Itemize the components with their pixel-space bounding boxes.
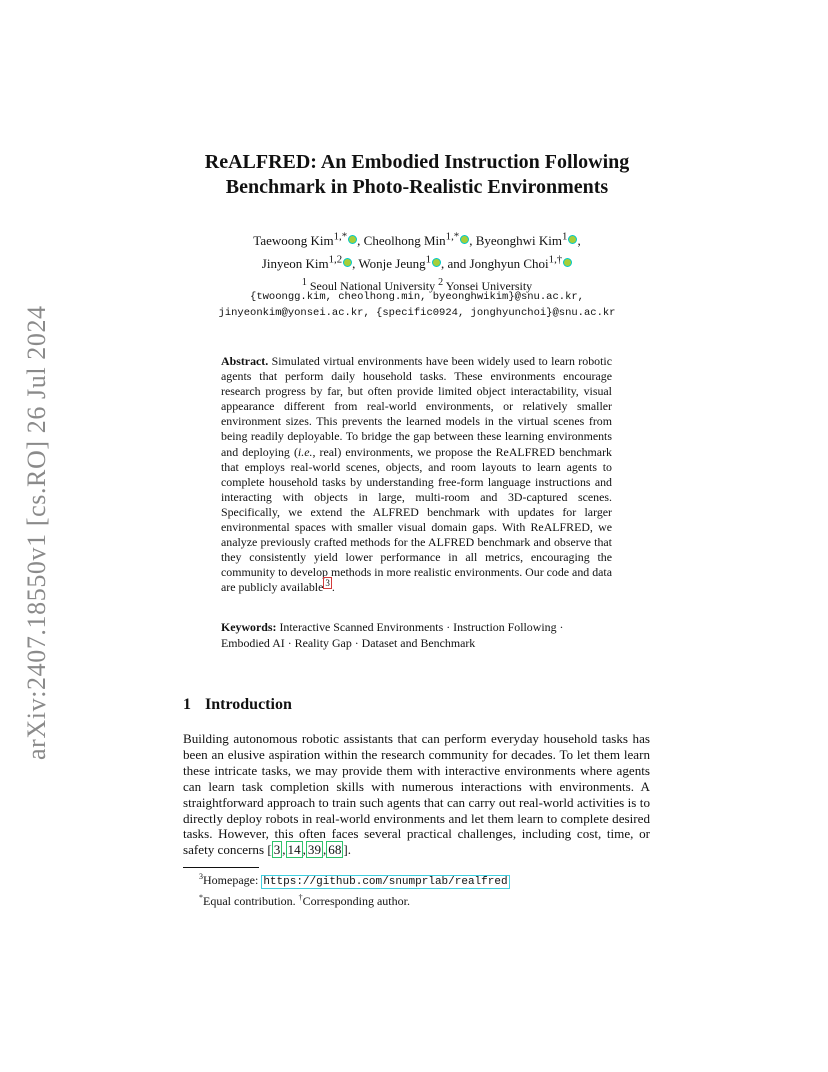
footnote-link[interactable]: 3 (325, 578, 330, 589)
keywords-text: Interactive Scanned Environments · Instruction Following · Embodied AI · Reality Gap · Dataset and Benchmark (221, 620, 564, 650)
footnote-rule (183, 867, 259, 868)
author-separator: , (357, 233, 361, 249)
citation-link[interactable]: 3 (273, 842, 281, 858)
author-name: and Jonghyun Choi (447, 255, 549, 271)
abstract-text: Simulated virtual environments have been widely used to learn robotic agents that perform daily household tasks. These environments encourage research progress by far, but often provide limited object interactability, visual appearance different from real-world environments, or relatively smaller environment sizes. This prevents the learned models in the virtual scenes from being readily deployable. To bridge the gap between these learning environments and deploying ( (221, 354, 612, 459)
author-name: Taewoong Kim (253, 233, 334, 249)
footnote-mark: † (298, 893, 303, 902)
author-separator: , (469, 233, 473, 249)
orcid-icon[interactable] (563, 258, 572, 267)
author-name: Wonje Jeung (358, 255, 426, 271)
section-heading (183, 696, 292, 714)
keywords-label: Keywords: (221, 620, 277, 634)
paper-title (150, 150, 684, 200)
author (261, 253, 356, 271)
footnote-text: Corresponding author. (302, 894, 410, 908)
abstract-ie: i.e., (297, 444, 316, 459)
orcid-icon[interactable] (348, 235, 357, 244)
section-title: Introduction (205, 696, 292, 713)
affiliation-number: 1 (301, 277, 307, 288)
author (364, 233, 473, 248)
homepage-link[interactable]: https://github.com/snumprlab/realfred (263, 876, 508, 888)
footnote-mark: 3 (199, 872, 203, 881)
orcid-icon[interactable] (432, 258, 441, 267)
section-number: 1 (183, 696, 191, 713)
author-separator: , (577, 233, 581, 249)
citation-link[interactable]: 14 (287, 842, 301, 858)
author-mark: 1 (562, 231, 568, 243)
keywords (221, 620, 612, 651)
affiliation-org: Seoul National University (309, 279, 436, 293)
author-separator: , (441, 255, 445, 271)
footnote-label: Homepage: (203, 873, 262, 887)
title-line-2: Benchmark in Photo-Realistic Environments (225, 176, 609, 198)
author-emails (150, 290, 684, 321)
abstract-end: . (331, 580, 335, 595)
affiliation-org: Yonsei University (445, 279, 533, 293)
intro-text: Building autonomous robotic assistants that can perform everyday household tasks has been an elusive aspiration within the research community for decades. To let them learn these intricate tasks, we may provide them with interactive environments where agents can learn task completion skills with numerous interactions with environments. A straightforward approach to train such agents that can carry out real-world activities is to directly deploy robots in real-world environments and let them learn to complete desired tasks. However, this often faces several practical challenges, including cost, time, or safety concerns [ (183, 731, 650, 858)
footnotes (199, 869, 659, 909)
abstract-text: real) environments, we propose the ReALFRED benchmark that employs real-world scenes, objects, and room layouts to learn agents to complete household tasks by understanding free-form language instructions and interacting with objects in large, multi-room and 3D-captured scenes. Specifically, we extend the ALFRED benchmark with updates for larger environmental spaces with smaller visual domain gaps. With ReALFRED, we analyze previously crafted methods for the ALFRED benchmark and observe that they consistently yield lower performance in all metrics, encouraging the community to develop methods in more realistic environments. Our code and data are publicly available (221, 444, 612, 595)
affiliation-number: 2 (438, 277, 444, 288)
orcid-icon[interactable] (343, 258, 352, 267)
intro-paragraph: Building autonomous robotic assistants that can perform everyday household tasks has been an elusive aspiration within the research community for decades. To let them learn these intricate tasks, we may provide them with interactive environments where agents can learn task completion skills with numerous interactions with environments. A straightforward approach to train such agents that can carry out real-world activities is to directly deploy robots in real-world environments and let them learn to complete desired tasks. However, this often faces several practical challenges, including cost, time, or safety concerns [ 3 , 14 , 39 , 68 ]. (183, 731, 650, 858)
footnote-mark: * (199, 893, 203, 902)
abstract (221, 354, 612, 596)
footnote-text: Equal contribution. (203, 894, 299, 908)
footnote-homepage (199, 869, 659, 890)
arxiv-identifier[interactable]: arXiv:2407.18550v1 [cs.RO] 26 Jul 2024 (22, 305, 51, 760)
orcid-icon[interactable] (460, 235, 469, 244)
author-separator: , (352, 255, 356, 271)
email-line: jinyeonkim@yonsei.ac.kr, {specific0924, jonghyunchoi}@snu.ac.kr (218, 306, 616, 319)
author-name: Jinyeon Kim (261, 255, 329, 271)
intro-end: ]. (343, 842, 352, 858)
author-mark: 1 (425, 253, 432, 266)
citation-link[interactable]: 39 (307, 842, 321, 858)
author-mark: 1,2 (328, 253, 343, 266)
author (358, 253, 445, 271)
footnote-contribution (199, 890, 659, 909)
author-list (150, 228, 684, 273)
abstract-label: Abstract. (221, 354, 269, 368)
author-name: Cheolhong Min (363, 233, 446, 249)
author (476, 233, 581, 248)
citation-link[interactable]: 68 (328, 842, 342, 858)
author-name: Byeonghwi Kim (475, 233, 563, 249)
author-mark: 1,† (548, 253, 563, 266)
author (253, 233, 360, 248)
email-line: {twoongg.kim, cheolhong.min, byeonghwikim}@snu.ac.kr, (250, 291, 584, 303)
author (447, 253, 573, 271)
author-mark: 1,* (445, 231, 460, 243)
title-line-1: ReALFRED: An Embodied Instruction Following (204, 151, 630, 173)
author-mark: 1,* (333, 231, 348, 243)
